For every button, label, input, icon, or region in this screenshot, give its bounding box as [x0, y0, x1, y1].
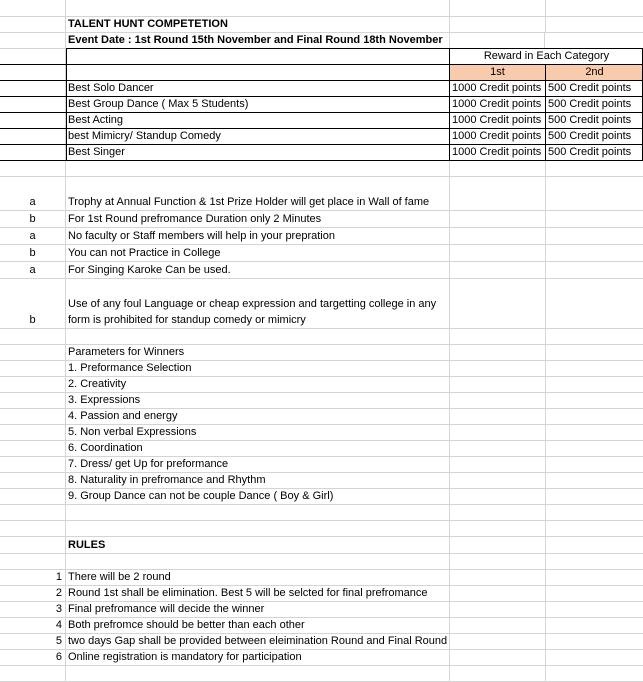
category-name[interactable]: best Mimicry/ Standup Comedy — [66, 129, 450, 144]
cell[interactable] — [450, 329, 546, 344]
cell[interactable] — [450, 537, 546, 553]
row-empty — [0, 329, 643, 345]
parameter-row — [0, 361, 643, 377]
cell[interactable] — [450, 457, 546, 472]
cell[interactable] — [546, 345, 643, 360]
note-marker[interactable]: a — [0, 262, 66, 278]
event-date[interactable]: Event Date : 1st Round 15th November and Final Round 18th November — [68, 34, 443, 46]
rules-heading[interactable]: RULES — [66, 537, 450, 553]
cell[interactable] — [450, 554, 546, 569]
rule-text[interactable]: Both prefromce should be better than each other — [66, 618, 450, 633]
cell[interactable] — [0, 473, 66, 488]
cell[interactable] — [450, 441, 546, 456]
cell[interactable] — [0, 361, 66, 376]
cell[interactable] — [450, 345, 546, 360]
table-border — [66, 48, 67, 161]
reward-2nd[interactable]: 500 Credit points — [548, 98, 632, 110]
row-empty — [0, 666, 643, 682]
note-row — [0, 279, 643, 329]
cell[interactable] — [450, 505, 546, 520]
cell[interactable] — [450, 650, 546, 665]
cell[interactable] — [450, 17, 546, 32]
parameter-row — [0, 457, 643, 473]
note-text[interactable]: Use of any foul Language or cheap expression and targetting college in any form is prohibited for standup comedy or mimicry — [66, 279, 450, 328]
parameter-item[interactable]: 6. Coordination — [66, 441, 450, 456]
note-text[interactable]: You can not Practice in College — [66, 245, 450, 261]
cell[interactable] — [449, 33, 545, 48]
cell[interactable] — [450, 279, 546, 328]
cell[interactable] — [546, 537, 643, 553]
cell[interactable] — [450, 245, 546, 261]
note-marker[interactable]: a — [0, 228, 66, 244]
cell[interactable] — [546, 457, 643, 472]
cell[interactable] — [0, 409, 66, 424]
cell[interactable] — [546, 505, 643, 520]
reward-row — [0, 113, 643, 129]
cell[interactable] — [0, 345, 66, 360]
cell[interactable] — [450, 602, 546, 617]
rule-row — [0, 634, 643, 650]
cell[interactable] — [450, 211, 546, 227]
reward-1st[interactable]: 1000 Credit points — [450, 113, 546, 128]
note-row — [0, 228, 643, 245]
cell[interactable] — [0, 489, 66, 504]
row-rules-heading — [0, 537, 643, 554]
cell[interactable] — [546, 618, 643, 633]
cell[interactable] — [66, 49, 450, 64]
cell[interactable] — [546, 634, 643, 649]
rule-number[interactable]: 2 — [0, 586, 66, 601]
reward-1st[interactable]: 1000 Credit points — [450, 145, 546, 160]
rule-row — [0, 618, 643, 634]
place-header-1st[interactable]: 1st — [450, 65, 546, 80]
note-row — [0, 177, 643, 211]
cell[interactable] — [0, 425, 66, 440]
row-empty — [0, 554, 643, 570]
cell[interactable] — [0, 49, 66, 64]
parameter-item[interactable]: 3. Expressions — [66, 393, 450, 408]
parameters-heading[interactable]: Parameters for Winners — [66, 345, 450, 360]
cell[interactable] — [546, 329, 643, 344]
cell[interactable] — [546, 17, 643, 32]
cell[interactable] — [546, 177, 643, 210]
cell[interactable] — [450, 377, 546, 392]
rule-number[interactable]: 6 — [0, 650, 66, 665]
rule-row — [0, 570, 643, 586]
rule-text[interactable]: Final prefromance will decide the winner — [66, 602, 450, 617]
parameter-row — [0, 441, 643, 457]
parameter-item[interactable]: 2. Creativity — [66, 377, 450, 392]
parameter-item[interactable]: 7. Dress/ get Up for preformance — [66, 457, 450, 472]
category-name[interactable]: Best Group Dance ( Max 5 Students) — [66, 97, 450, 112]
reward-row — [0, 81, 643, 97]
cell[interactable] — [0, 441, 66, 456]
cell[interactable] — [0, 97, 66, 112]
category-name[interactable]: Best Solo Dancer — [66, 81, 450, 96]
cell[interactable] — [450, 489, 546, 504]
reward-2nd[interactable]: 500 Credit points — [548, 82, 632, 94]
place-header-2nd[interactable]: 2nd — [546, 65, 643, 80]
reward-1st[interactable]: 1000 Credit points — [450, 129, 546, 144]
cell[interactable] — [0, 457, 66, 472]
cell[interactable] — [546, 521, 643, 536]
note-marker[interactable]: a — [0, 177, 66, 210]
cell[interactable] — [546, 211, 643, 227]
row-title — [0, 17, 643, 33]
cell[interactable] — [546, 0, 643, 16]
cell[interactable] — [0, 0, 66, 16]
cell[interactable] — [546, 554, 643, 569]
cell[interactable] — [66, 521, 450, 536]
cell[interactable] — [0, 521, 66, 536]
note-marker[interactable]: b — [0, 279, 66, 328]
parameter-item[interactable]: 9. Group Dance can not be couple Dance ( Boy & Girl) — [66, 489, 450, 504]
rule-text[interactable]: There will be 2 round — [66, 570, 450, 585]
cell[interactable] — [66, 329, 450, 344]
reward-row — [0, 145, 643, 161]
cell[interactable] — [450, 262, 546, 278]
rule-text[interactable]: Online registration is mandatory for participation — [66, 650, 450, 665]
cell[interactable] — [66, 505, 450, 520]
note-marker[interactable]: b — [0, 245, 66, 261]
cell[interactable] — [0, 81, 66, 96]
rule-text[interactable]: two days Gap shall be provided between eleimination Round and Final Round — [66, 634, 450, 649]
cell[interactable] — [0, 393, 66, 408]
cell[interactable] — [546, 393, 643, 408]
cell[interactable] — [546, 602, 643, 617]
cell[interactable] — [0, 537, 66, 553]
cell[interactable] — [546, 570, 643, 585]
cell[interactable] — [450, 161, 546, 176]
cell[interactable] — [546, 279, 643, 328]
cell[interactable] — [546, 489, 643, 504]
cell[interactable] — [0, 505, 66, 520]
cell[interactable] — [450, 361, 546, 376]
cell[interactable] — [0, 145, 66, 160]
parameter-item[interactable]: 1. Preformance Selection — [66, 361, 450, 376]
cell[interactable] — [546, 425, 643, 440]
cell[interactable] — [450, 570, 546, 585]
reward-row — [0, 129, 643, 145]
note-row — [0, 245, 643, 262]
cell[interactable] — [450, 473, 546, 488]
cell[interactable] — [0, 17, 66, 32]
cell[interactable] — [546, 473, 643, 488]
row-empty — [0, 521, 643, 537]
cell[interactable] — [546, 377, 643, 392]
cell[interactable] — [0, 666, 66, 681]
cell[interactable] — [546, 33, 643, 48]
rule-number[interactable]: 4 — [0, 618, 66, 633]
cell[interactable] — [0, 377, 66, 392]
parameter-item[interactable]: 4. Passion and energy — [66, 409, 450, 424]
cell[interactable] — [450, 666, 546, 681]
cell[interactable] — [0, 113, 66, 128]
row-empty — [0, 0, 643, 17]
reward-1st[interactable]: 1000 Credit points — [450, 97, 546, 112]
note-text[interactable]: For 1st Round prefromance Duration only 2 Minutes — [66, 211, 450, 227]
cell[interactable] — [546, 409, 643, 424]
cell[interactable] — [450, 177, 546, 210]
reward-row — [0, 97, 643, 113]
rule-row — [0, 650, 643, 666]
row-event-date — [0, 33, 643, 49]
parameter-row — [0, 473, 643, 489]
cell[interactable] — [450, 618, 546, 633]
cell[interactable] — [66, 0, 450, 16]
row-empty — [0, 505, 643, 521]
parameter-item[interactable]: 8. Naturality in prefromance and Rhythm — [66, 473, 450, 488]
cell[interactable] — [546, 666, 643, 681]
reward-header[interactable]: Reward in Each Category — [483, 50, 610, 62]
note-row — [0, 262, 643, 279]
cell[interactable] — [546, 650, 643, 665]
rule-row — [0, 602, 643, 618]
rule-row — [0, 586, 643, 602]
cell[interactable] — [0, 129, 66, 144]
parameter-row — [0, 425, 643, 441]
rule-number[interactable]: 1 — [0, 570, 66, 585]
cell[interactable] — [450, 228, 546, 244]
parameter-item[interactable]: 5. Non verbal Expressions — [66, 425, 450, 440]
cell[interactable] — [0, 161, 66, 176]
cell[interactable] — [0, 65, 66, 80]
cell[interactable] — [66, 65, 450, 80]
row-reward-header — [0, 49, 643, 65]
cell[interactable] — [546, 441, 643, 456]
reward-2nd[interactable]: 500 Credit points — [548, 146, 632, 158]
reward-1st[interactable]: 1000 Credit points — [450, 81, 546, 96]
parameter-row — [0, 409, 643, 425]
rule-text[interactable]: Round 1st shall be elimination. Best 5 will be selcted for final prefromance — [66, 586, 450, 601]
parameter-row — [0, 377, 643, 393]
category-name[interactable]: Best Singer — [66, 145, 450, 160]
cell[interactable] — [546, 262, 643, 278]
row-empty — [0, 161, 643, 177]
cell[interactable] — [450, 425, 546, 440]
cell[interactable] — [450, 586, 546, 601]
rule-number[interactable]: 5 — [0, 634, 66, 649]
row-parameters-heading — [0, 345, 643, 361]
note-marker[interactable]: b — [0, 211, 66, 227]
cell[interactable] — [450, 634, 546, 649]
cell[interactable] — [66, 666, 450, 681]
cell[interactable] — [450, 393, 546, 408]
note-row — [0, 211, 643, 228]
cell[interactable] — [450, 0, 546, 16]
cell[interactable] — [0, 329, 66, 344]
cell[interactable] — [66, 161, 450, 176]
cell[interactable] — [546, 361, 643, 376]
cell[interactable] — [66, 554, 450, 569]
cell[interactable] — [450, 521, 546, 536]
row-place-headers — [0, 65, 643, 81]
parameter-row — [0, 393, 643, 409]
category-name[interactable]: Best Acting — [66, 113, 450, 128]
parameter-row — [0, 489, 643, 505]
sheet-title[interactable]: TALENT HUNT COMPETETION — [66, 17, 450, 32]
reward-2nd[interactable]: 500 Credit points — [548, 130, 632, 142]
note-text[interactable]: Trophy at Annual Function & 1st Prize Holder will get place in Wall of fame — [66, 177, 450, 210]
cell[interactable] — [546, 228, 643, 244]
cell[interactable] — [546, 245, 643, 261]
table-border — [66, 48, 643, 49]
cell[interactable] — [0, 554, 66, 569]
note-text[interactable]: No faculty or Staff members will help in your prepration — [66, 228, 450, 244]
cell[interactable] — [450, 409, 546, 424]
rule-number[interactable]: 3 — [0, 602, 66, 617]
cell[interactable] — [546, 586, 643, 601]
cell[interactable] — [546, 161, 643, 176]
note-text[interactable]: For Singing Karoke Can be used. — [66, 262, 450, 278]
reward-2nd[interactable]: 500 Credit points — [548, 114, 632, 126]
cell[interactable] — [0, 33, 66, 48]
